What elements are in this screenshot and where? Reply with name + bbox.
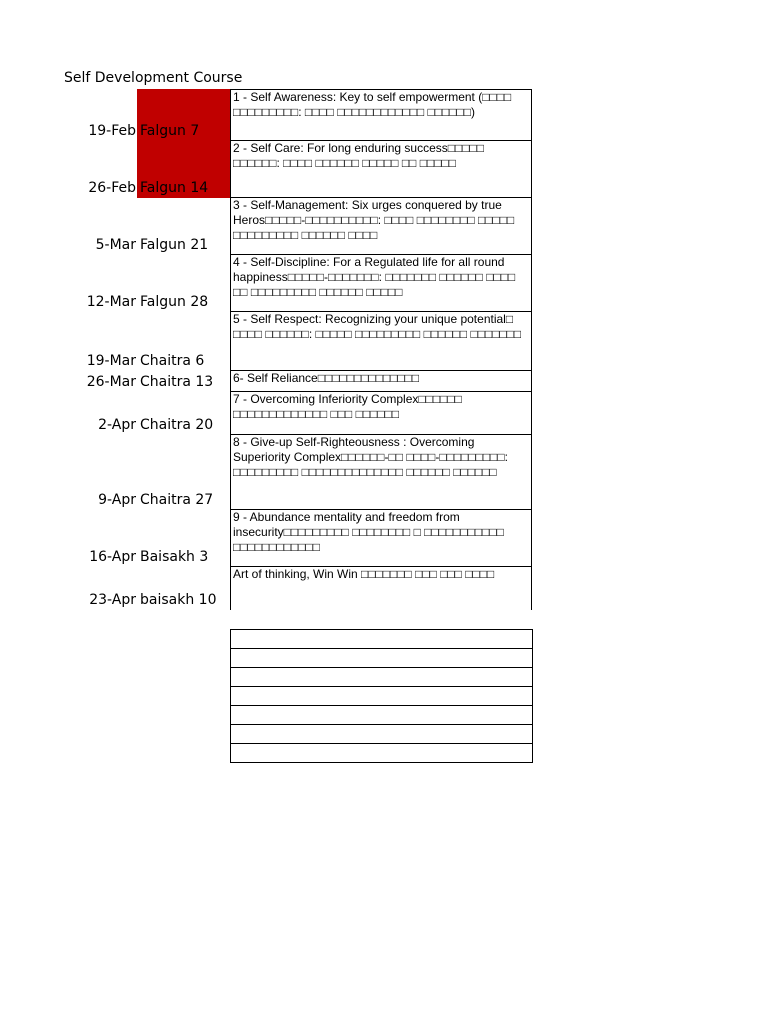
- nepali-date-cell: [137, 567, 230, 610]
- topic-cell: [230, 567, 532, 610]
- empty-row: [231, 744, 533, 763]
- topic-text: 4 - Self-Discipline: For a Regulated life for all round happiness□□□□□-□□□□□□□: □□□□□□□ □□□□□□ □□□□ □□ □□□□□□□□□ □□□□□□ □□□□□: [233, 255, 516, 299]
- empty-cell: [231, 668, 533, 687]
- topic-text: 9 - Abundance mentality and freedom from insecurity□□□□□□□□□ □□□□□□□□ □ □□□□□□□□□□□ □□□□□□□□□□□□: [233, 510, 504, 554]
- nepali-date: Falgun 7: [140, 123, 200, 139]
- topic-cell: [230, 435, 532, 510]
- empty-cell: [231, 744, 533, 763]
- topic-cell: [230, 312, 532, 371]
- nepali-date-cell: [137, 392, 230, 435]
- nepali-date-cell: [137, 435, 230, 510]
- topic-text: Art of thinking, Win Win □□□□□□□ □□□ □□□ □□□□: [233, 567, 495, 581]
- nepali-date: baisakh 10: [140, 592, 217, 608]
- session-date: 26-Feb: [88, 180, 136, 196]
- empty-cell: [231, 687, 533, 706]
- session-date: 9-Apr: [98, 492, 136, 508]
- empty-row: [231, 649, 533, 668]
- topic-text: 6- Self Reliance□□□□□□□□□□□□□□: [233, 371, 420, 385]
- schedule-row: [0, 198, 768, 255]
- schedule-row: [0, 392, 768, 435]
- topic-cell: [230, 510, 532, 567]
- topic-text: 5 - Self Respect: Recognizing your unique potential□ □□□□ □□□□□□: □□□□□ □□□□□□□□□ □□□□□□ □□□□□□□: [233, 312, 522, 341]
- empty-row: [231, 706, 533, 725]
- nepali-date-cell: [137, 312, 230, 371]
- nepali-date: Chaitra 13: [140, 374, 214, 390]
- topic-cell: [230, 198, 532, 255]
- schedule-row: [0, 371, 768, 392]
- topic-text: 8 - Give-up Self-Righteousness : Overcoming Superiority Complex□□□□□□-□□ □□□□-□□□□□□□□□: □□□□□□□□□ □□□□□□□□□□□□□□ □□□□□□ □□□□□□: [233, 435, 508, 479]
- empty-table: [230, 629, 533, 763]
- session-date: 23-Apr: [89, 592, 136, 608]
- nepali-date-cell: [137, 198, 230, 255]
- nepali-date: Falgun 21: [140, 237, 209, 253]
- session-date: 16-Apr: [89, 549, 136, 565]
- schedule-row: [0, 435, 768, 510]
- nepali-date-cell: [137, 141, 230, 198]
- topic-cell: [230, 371, 532, 392]
- topic-cell: [230, 89, 532, 141]
- session-date: 2-Apr: [98, 417, 136, 433]
- schedule-row: [0, 141, 768, 198]
- topic-text: 7 - Overcoming Inferiority Complex□□□□□□ □□□□□□□□□□□□□ □□□ □□□□□□: [233, 392, 462, 421]
- schedule-row: [0, 255, 768, 312]
- empty-row: [231, 668, 533, 687]
- schedule-row: [0, 510, 768, 567]
- empty-row: [231, 630, 533, 649]
- topic-text: 1 - Self Awareness: Key to self empowerment (□□□□ □□□□□□□□□: □□□□ □□□□□□□□□□□□ □□□□□□): [233, 90, 512, 119]
- page-title: Self Development Course: [64, 70, 243, 86]
- nepali-date: Chaitra 6: [140, 353, 205, 369]
- empty-cell: [231, 725, 533, 744]
- topic-cell: [230, 141, 532, 198]
- nepali-date: Falgun 28: [140, 294, 209, 310]
- empty-cell: [231, 630, 533, 649]
- topic-cell: [230, 255, 532, 312]
- topic-text: 2 - Self Care: For long enduring success□□□□□ □□□□□□: □□□□ □□□□□□ □□□□□ □□ □□□□□: [233, 141, 485, 170]
- schedule-row: [0, 567, 768, 610]
- empty-cell: [231, 649, 533, 668]
- nepali-date: Chaitra 27: [140, 492, 214, 508]
- nepali-date-cell: [137, 89, 230, 141]
- session-date: 19-Feb: [88, 123, 136, 139]
- topic-text: 3 - Self-Management: Six urges conquered by true Heros□□□□□-□□□□□□□□□□: □□□□ □□□□□□□□ □□□□□ □□□□□□□□□ □□□□□□ □□□□: [233, 198, 515, 242]
- schedule-row: [0, 89, 768, 141]
- topic-cell: [230, 392, 532, 435]
- session-date: 26-Mar: [86, 374, 136, 390]
- nepali-date: Baisakh 3: [140, 549, 209, 565]
- session-date: 5-Mar: [95, 237, 136, 253]
- empty-row: [231, 687, 533, 706]
- session-date: 12-Mar: [86, 294, 136, 310]
- empty-cell: [231, 706, 533, 725]
- nepali-date: Chaitra 20: [140, 417, 214, 433]
- session-date: 19-Mar: [86, 353, 136, 369]
- empty-row: [231, 725, 533, 744]
- nepali-date: Falgun 14: [140, 180, 209, 196]
- nepali-date-cell: [137, 255, 230, 312]
- nepali-date-cell: [137, 371, 230, 392]
- nepali-date-cell: [137, 510, 230, 567]
- schedule-row: [0, 312, 768, 371]
